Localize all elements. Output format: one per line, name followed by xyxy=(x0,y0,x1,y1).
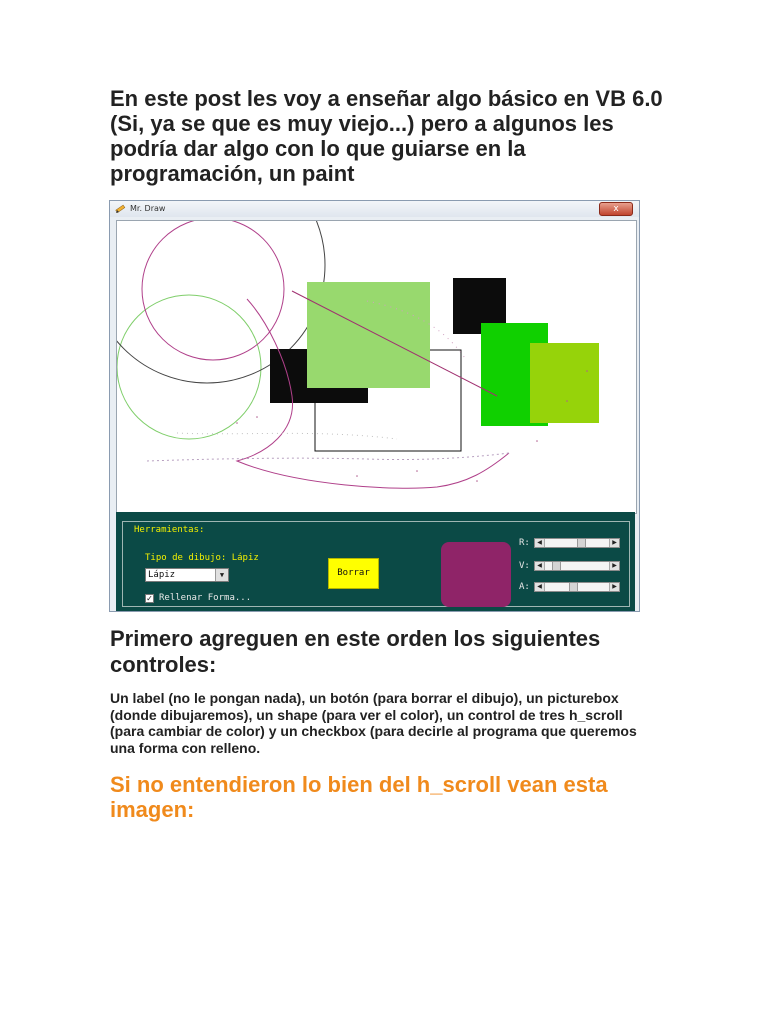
pencil-icon xyxy=(115,203,127,214)
hscroll-a[interactable] xyxy=(534,582,620,592)
tools-panel xyxy=(116,512,635,611)
group-title: Herramientas: xyxy=(134,525,205,535)
window-title: Mr. Draw xyxy=(130,204,166,213)
arrow-right-icon[interactable]: ▶ xyxy=(609,562,619,570)
hscroll-heading: Si no entendieron lo bien del h_scroll vean esta imagen: xyxy=(110,772,608,822)
controls-heading: Primero agreguen en este orden los siguientes controles: xyxy=(110,626,601,677)
arrow-right-icon[interactable]: ▶ xyxy=(609,583,619,591)
scroll-thumb[interactable] xyxy=(569,583,578,591)
arrow-right-icon[interactable]: ▶ xyxy=(609,539,619,547)
intro-heading: En este post les voy a enseñar algo básico en VB 6.0 (Si, ya se que es muy viejo...) pero a algunos les podría dar algo con lo que guiarse en la programación, un paint xyxy=(110,86,663,186)
chevron-down-icon[interactable]: ▼ xyxy=(215,569,228,581)
fill-checkbox-label: Rellenar Forma... xyxy=(159,593,252,603)
fill-checkbox[interactable] xyxy=(145,594,154,603)
checkmark-icon: ✓ xyxy=(146,594,153,603)
combo-value: Lápiz xyxy=(148,570,176,580)
controls-paragraph: Un label (no le pongan nada), un botón (para borrar el dibujo), un picturebox (donde dibujaremos), un shape (para ver el color), un control de tres h_scroll (para cambiar de color) y un checkbox (para decirle al programa que queremos una forma con relleno. xyxy=(110,690,637,756)
hscroll-r[interactable] xyxy=(534,538,620,548)
slider-label-r: R: xyxy=(519,538,530,548)
title-bar[interactable] xyxy=(110,201,639,217)
scroll-thumb[interactable] xyxy=(552,562,561,570)
slider-label-a: A: xyxy=(519,582,530,592)
slider-label-v: V: xyxy=(519,561,530,571)
scroll-thumb[interactable] xyxy=(577,539,586,547)
tool-combo[interactable] xyxy=(145,568,229,582)
canvas-drawing xyxy=(117,221,636,513)
hscroll-v[interactable] xyxy=(534,561,620,571)
drawing-canvas[interactable] xyxy=(116,220,637,514)
color-shape xyxy=(441,542,511,607)
arrow-left-icon[interactable]: ◀ xyxy=(535,562,545,570)
arrow-left-icon[interactable]: ◀ xyxy=(535,583,545,591)
arrow-left-icon[interactable]: ◀ xyxy=(535,539,545,547)
tipo-label: Tipo de dibujo: Lápiz xyxy=(145,553,259,563)
close-button[interactable]: x xyxy=(599,202,633,216)
borrar-button[interactable]: Borrar xyxy=(328,558,379,589)
tools-group xyxy=(122,521,630,607)
mr-draw-window xyxy=(109,200,640,612)
